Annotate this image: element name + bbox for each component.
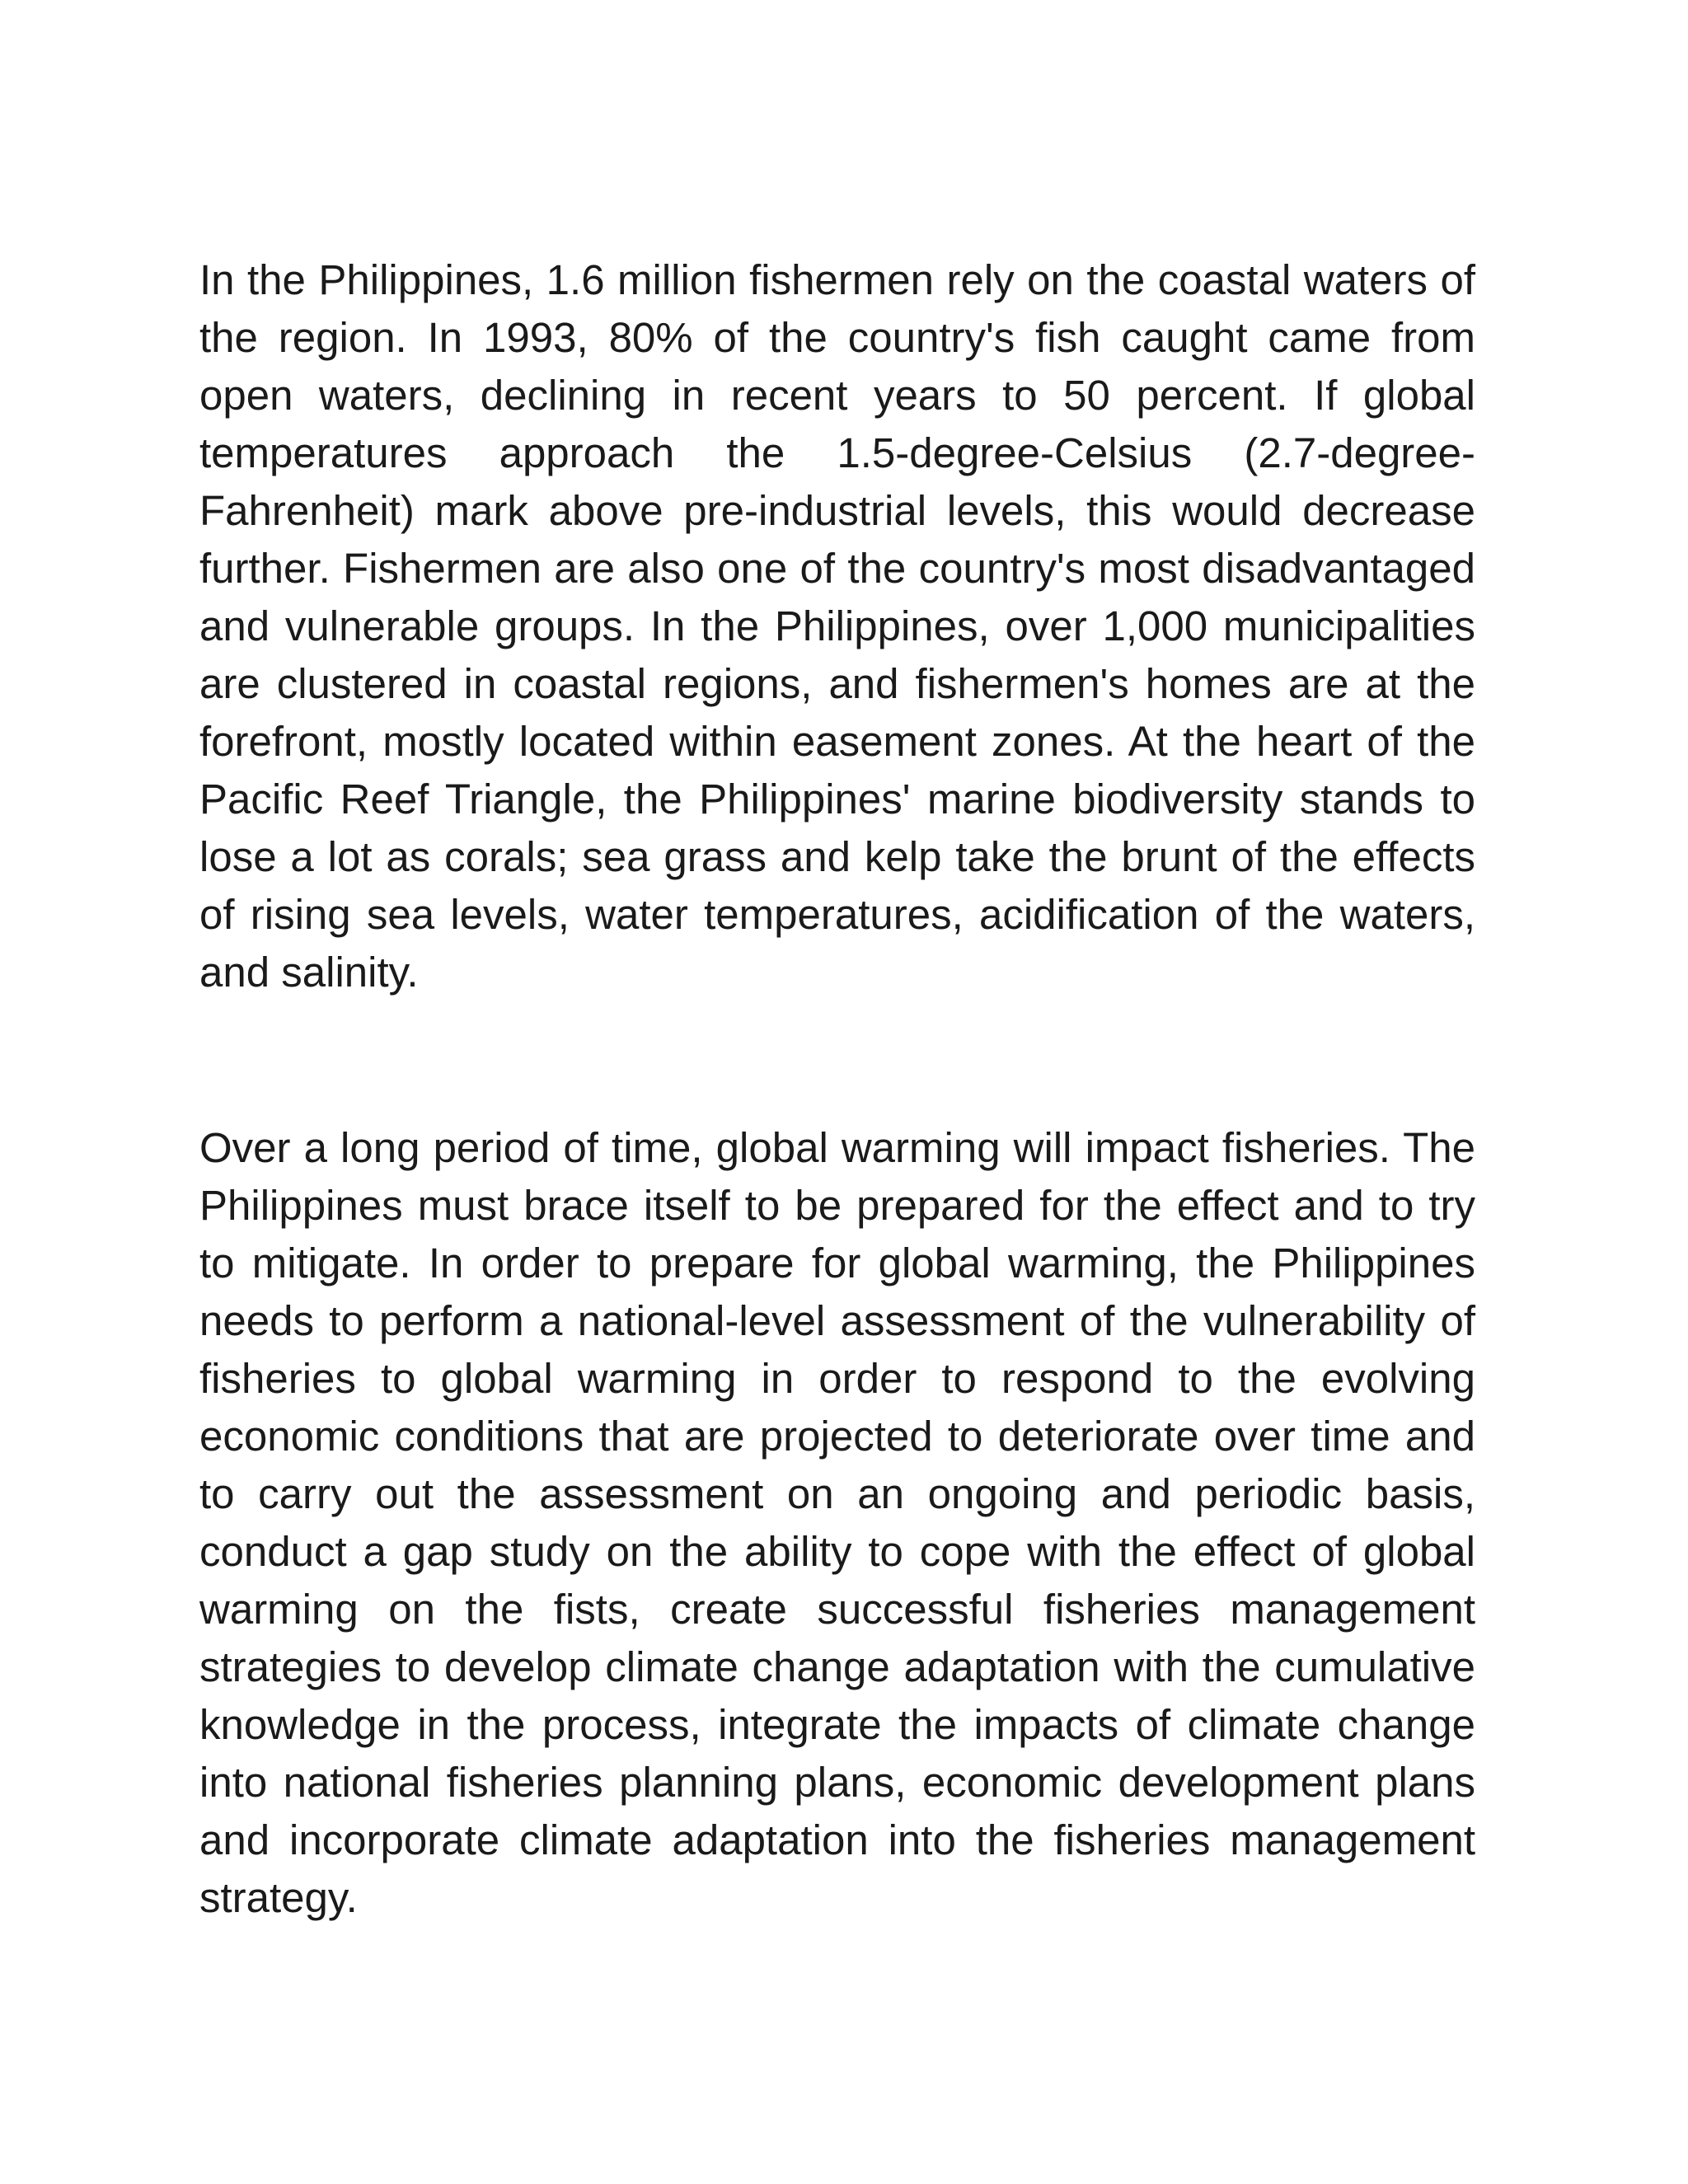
paragraph-fishermen-coastal-waters: In the Philippines, 1.6 million fishermen rely on the coastal waters of the region. In 1993, 80% of the country's fish caught came from open waters, declining in recent years to 50 percent. If global temperatures approach the 1.5-degree-Celsius (2.7-degree-Fahrenheit) mark above pre-industrial levels, this would decrease further. Fishermen are also one of the country's most disadvantaged and vulnerable groups. In the Philippines, over 1,000 municipalities are clustered in coastal regions, and fishermen's homes are at the forefront, mostly located within easement zones. At the heart of the Pacific Reef Triangle, the Philippines' marine biodiversity stands to lose a lot as corals; sea grass and kelp take the brunt of the effects of rising sea levels, water temperatures, acidification of the waters, and salinity. [199, 256, 1475, 996]
paragraph-global-warming-fisheries: Over a long period of time, global warming will impact fisheries. The Philippines must brace itself to be prepared for the effect and to try to mitigate. In order to prepare for global warming, the Philippines needs to perform a national-level assessment of the vulnerability of fisheries to global warming in order to respond to the evolving economic conditions that are projected to deteriorate over time and to carry out the assessment on an ongoing and periodic basis, conduct a gap study on the ability to cope with the effect of global warming on the fists, create successful fisheries management strategies to develop climate change adaptation with the cumulative knowledge in the process, integrate the impacts of climate change into national fisheries planning plans, economic development plans and incorporate climate adaptation into the fisheries management strategy. [199, 1124, 1475, 1921]
